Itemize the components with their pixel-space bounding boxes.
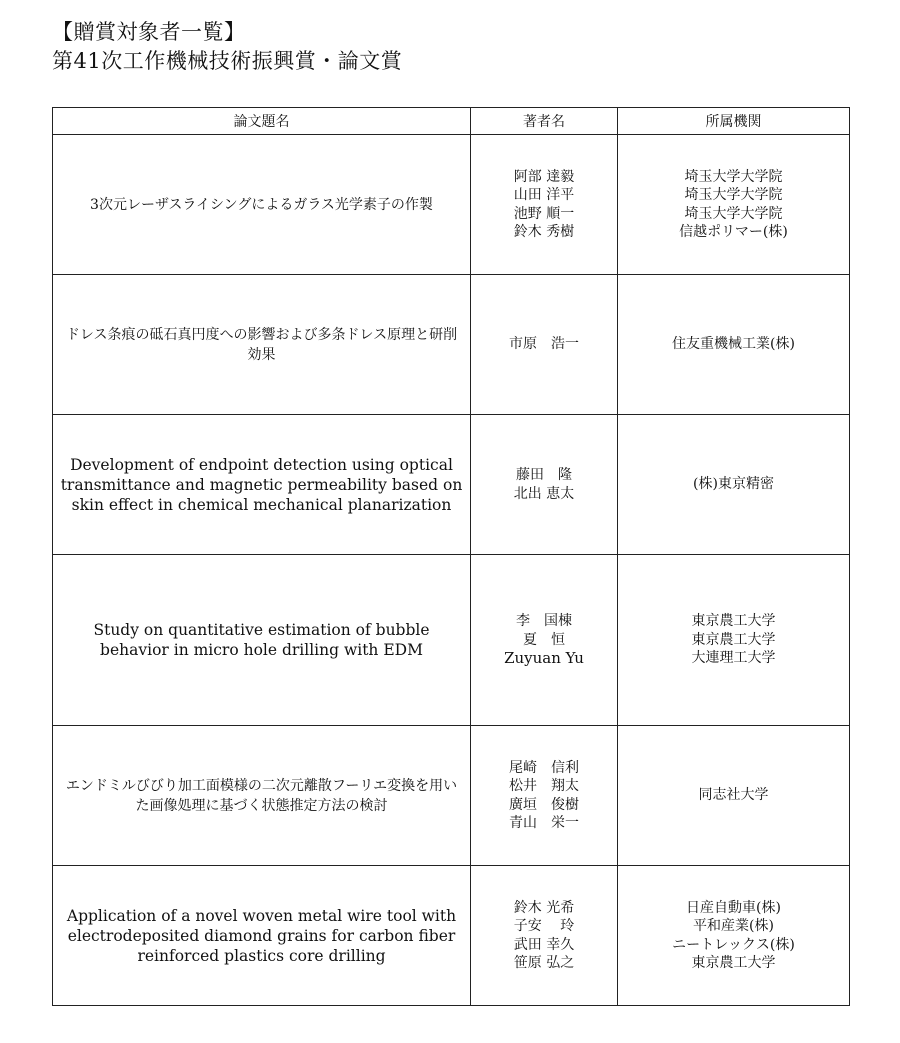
author-name: 山田 洋平 xyxy=(513,187,575,203)
paper-title: ドレス条痕の砥石真円度への影響および多条ドレス原理と研削効果 xyxy=(53,275,471,415)
author-list xyxy=(471,275,618,415)
author-name: 笹原 弘之 xyxy=(513,955,575,971)
paper-title: エンドミルびびり加工面模様の二次元離散フーリエ変換を用いた画像処理に基づく状態推定方法の検討 xyxy=(53,726,471,866)
author-list xyxy=(471,555,618,726)
author-list xyxy=(471,726,618,866)
column-header-title: 論文題名 xyxy=(53,108,471,135)
author-name: 青山 栄一 xyxy=(509,815,579,831)
author-name: 鈴木 秀樹 xyxy=(513,224,575,240)
column-header-institutions: 所属機関 xyxy=(618,108,850,135)
institution-list xyxy=(618,415,850,555)
author-name: 藤田 隆 xyxy=(516,467,572,483)
author-name: 李 国棟 xyxy=(516,613,572,630)
header-label: 【贈賞対象者一覧】 xyxy=(52,20,246,44)
author-name: 武田 幸久 xyxy=(513,936,575,953)
institution-list xyxy=(618,275,850,415)
institution-name: 平和産業(株) xyxy=(693,918,774,934)
institution-name: 東京農工大学 xyxy=(691,631,776,648)
author-name: 池野 順一 xyxy=(513,205,575,222)
author-name: 阿部 達毅 xyxy=(513,168,575,185)
institution-name: (株)東京精密 xyxy=(693,476,774,493)
table-header-row xyxy=(53,108,850,135)
paper-title: 3次元レーザスライシングによるガラス光学素子の作製 xyxy=(53,135,471,275)
author-name: 北出 恵太 xyxy=(513,485,575,502)
institution-name: 東京農工大学 xyxy=(691,613,776,630)
document-header xyxy=(52,18,402,76)
author-name: 子安 玲 xyxy=(513,918,575,934)
award-table xyxy=(52,107,850,1006)
author-name: 夏 恒 xyxy=(523,631,565,648)
institution-name: 埼玉大学大学院 xyxy=(684,168,783,185)
institution-name: 信越ポリマー(株) xyxy=(679,224,788,240)
author-name: 市原 浩一 xyxy=(509,336,579,353)
institution-name: 住友重機械工業(株) xyxy=(672,336,795,353)
author-list xyxy=(471,866,618,1006)
author-name: 廣垣 俊樹 xyxy=(509,796,579,813)
author-list xyxy=(471,415,618,555)
institution-name: 同志社大学 xyxy=(698,787,769,804)
institution-name: 大連理工大学 xyxy=(691,650,776,667)
table-row xyxy=(53,415,850,555)
table-row xyxy=(53,555,850,726)
table-row xyxy=(53,135,850,275)
institution-name: 東京農工大学 xyxy=(691,955,776,971)
table-row xyxy=(53,866,850,1006)
institution-name: 埼玉大学大学院 xyxy=(684,205,783,222)
institution-list xyxy=(618,866,850,1006)
paper-title: Development of endpoint detection using optical transmittance and magnetic permeability based on skin effect in chemical mechanical planarization xyxy=(53,415,471,555)
award-title: 第41次工作機械技術振興賞・論文賞 xyxy=(52,49,403,73)
author-name: Zuyuan Yu xyxy=(504,649,584,668)
institution-list xyxy=(618,555,850,726)
author-name: 尾崎 信利 xyxy=(509,759,579,776)
table-row xyxy=(53,726,850,866)
author-list xyxy=(471,135,618,275)
author-name: 鈴木 光希 xyxy=(513,899,575,916)
institution-name: ニートレックス(株) xyxy=(672,936,795,953)
paper-title: Study on quantitative estimation of bubble behavior in micro hole drilling with EDM xyxy=(53,555,471,726)
institution-name: 日産自動車(株) xyxy=(686,899,781,916)
institution-name: 埼玉大学大学院 xyxy=(684,187,783,203)
paper-title: Application of a novel woven metal wire tool with electrodeposited diamond grains for carbon fiber reinforced plastics core drilling xyxy=(53,866,471,1006)
column-header-authors: 著者名 xyxy=(471,108,618,135)
author-name: 松井 翔太 xyxy=(509,778,579,794)
table-row xyxy=(53,275,850,415)
institution-list xyxy=(618,135,850,275)
institution-list xyxy=(618,726,850,866)
